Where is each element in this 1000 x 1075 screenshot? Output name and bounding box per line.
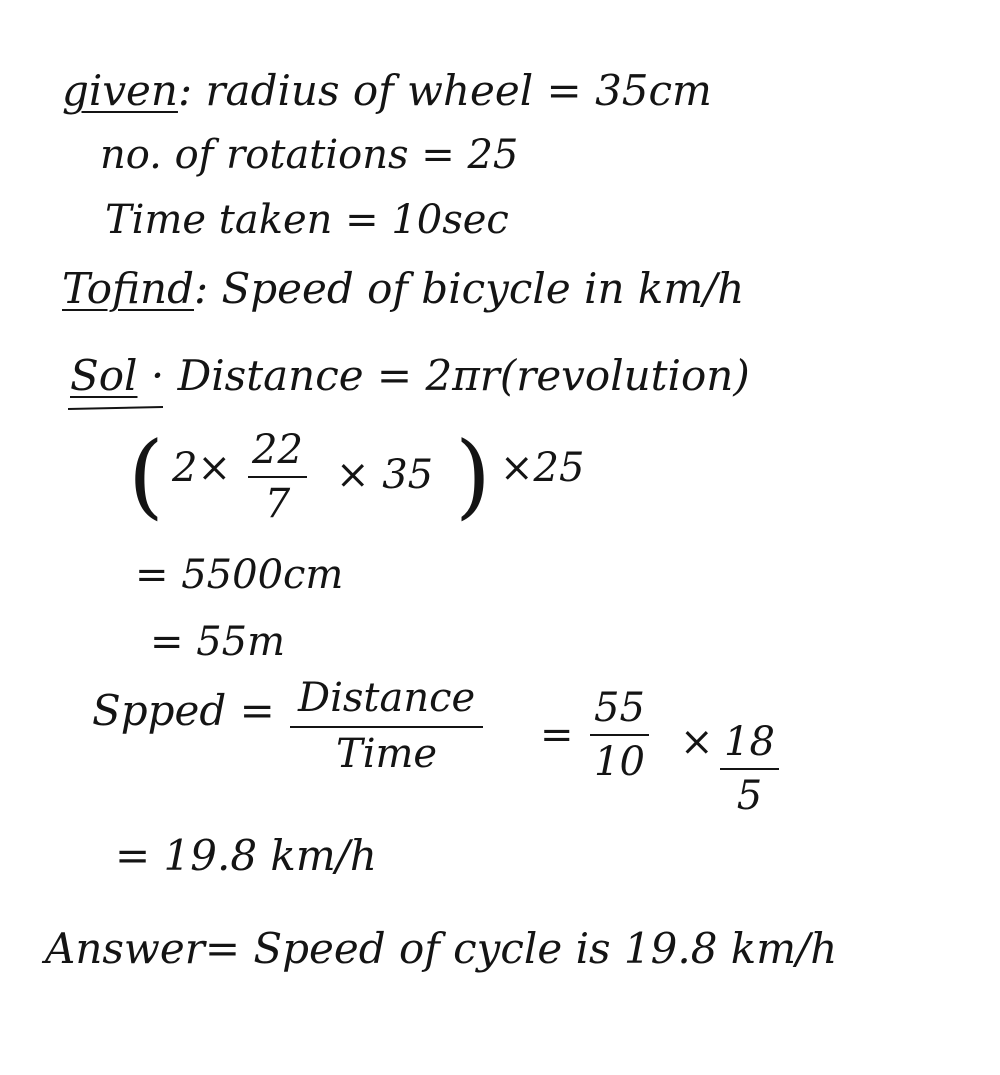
result-line: = 19.8 km/h bbox=[115, 831, 377, 880]
calc-factor-a: 2× bbox=[172, 445, 231, 491]
given-radius: radius of wheel = 35cm bbox=[205, 66, 712, 115]
given-time: Time taken = 10sec bbox=[105, 197, 509, 243]
calc-fraction-22-7 bbox=[248, 427, 307, 527]
speed-frac-num: Distance bbox=[290, 678, 483, 728]
to-find-label: Tofind bbox=[62, 264, 194, 313]
speed-frac3-den: 5 bbox=[736, 773, 763, 819]
solution-label: Sol bbox=[70, 351, 138, 400]
speed-times: × bbox=[680, 719, 714, 765]
speed-frac2-den: 10 bbox=[594, 739, 645, 785]
calc-factor-b: × 35 bbox=[336, 452, 434, 498]
calc-frac-den: 7 bbox=[264, 481, 291, 527]
answer-space bbox=[240, 924, 253, 973]
speed-eq: = bbox=[540, 712, 574, 758]
to-find-text: Speed of bicycle in km/h bbox=[221, 264, 745, 313]
close-paren: ) bbox=[455, 422, 491, 529]
open-paren: ( bbox=[128, 422, 164, 529]
given-line bbox=[62, 66, 712, 115]
calc-frac-num: 22 bbox=[248, 430, 307, 478]
speed-label: Spped = bbox=[92, 686, 275, 735]
distance-formula: Distance = 2πr(revolution) bbox=[177, 351, 750, 400]
calc-times-revolutions: ×25 bbox=[500, 445, 585, 491]
solution-line bbox=[70, 351, 750, 400]
speed-fraction-55-10 bbox=[590, 685, 649, 785]
to-find-line bbox=[62, 264, 745, 313]
speed-frac2-num: 55 bbox=[590, 688, 649, 736]
answer-line bbox=[45, 924, 838, 973]
given-rotations: no. of rotations = 25 bbox=[100, 132, 519, 178]
answer-label: Answer= bbox=[45, 924, 241, 973]
speed-fraction-distance-time bbox=[290, 675, 483, 777]
speed-frac3-num: 18 bbox=[720, 722, 779, 770]
to-find-colon: : bbox=[194, 264, 222, 313]
speed-fraction-18-5 bbox=[720, 719, 779, 819]
solution-double-underline bbox=[68, 405, 168, 415]
speed-frac-den: Time bbox=[336, 731, 438, 777]
solution-dot: · bbox=[137, 351, 178, 400]
step-m: = 55m bbox=[150, 619, 286, 665]
given-label: given bbox=[62, 66, 178, 115]
answer-text: Speed of cycle is 19.8 km/h bbox=[253, 924, 838, 973]
step-cm: = 5500cm bbox=[135, 552, 344, 598]
given-colon: : bbox=[177, 66, 206, 115]
